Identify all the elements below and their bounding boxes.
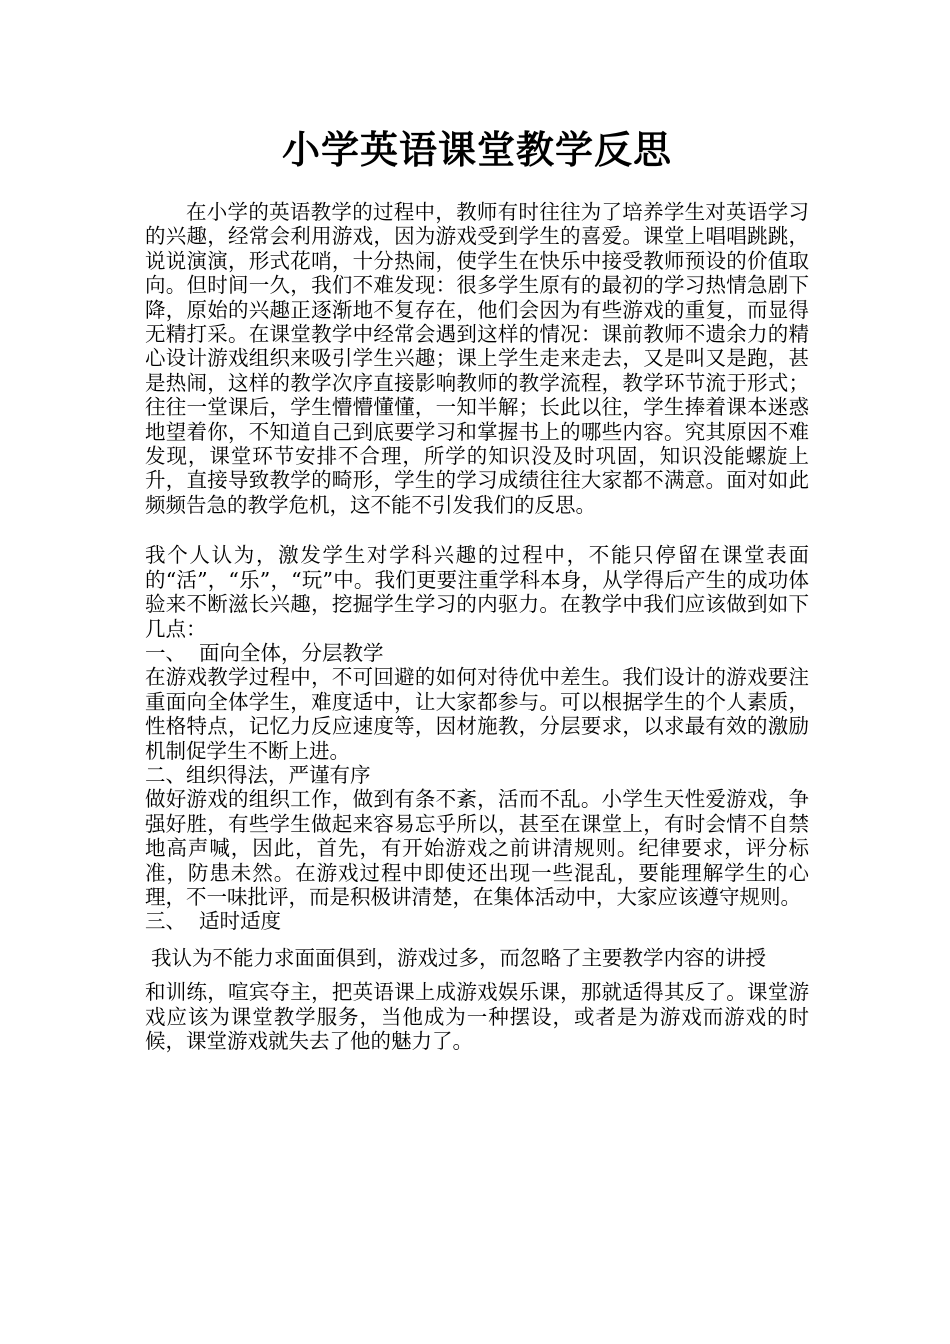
section-heading-text: 组织得法，严谨有序 [186, 762, 371, 787]
section-2 [145, 763, 809, 909]
section-body: 和训练，喧宾夺主，把英语课上成游戏娱乐课，那就适得其反了。课堂游戏应该为课堂教学服务，当他成为一种摆设，或者是为游戏而游戏的时候，课堂游戏就失去了他的魅力了。 [145, 980, 809, 1053]
document-title: 小学英语课堂教学反思 [281, 128, 672, 172]
section-heading [145, 763, 809, 787]
section-body: 做好游戏的组织工作，做到有条不紊，活而不乱。小学生天性爱游戏，争强好胜，有些学生做起来容易忘乎所以，甚至在课堂上，有时会情不自禁地高声喊，因此，首先，有开始游戏之前讲清规则。纪律要求，评分标准，防患未然。在游戏过程中即使还出现一些混乱，要能理解学生的心理，不一味批评，而是积极讲清楚，在集体活动中，大家应该遵守规则。 [145, 787, 809, 909]
section-1 [145, 641, 809, 763]
document-page [145, 122, 809, 1053]
section-number: 一、 [145, 640, 186, 665]
intro-paragraph: 在小学的英语教学的过程中，教师有时往往为了培养学生对英语学习的兴趣，经常会利用游戏，因为游戏受到学生的喜爱。课堂上唱唱跳跳，说说演演，形式花哨，十分热闹，使学生在快乐中接受教师预设的价值取向。但时间一久，我们不难发现：很多学生原有的最初的学习热情急剧下降，原始的兴趣正逐渐地不复存在，他们会因为有些游戏的重复，而显得无精打采。在课堂教学中经常会遇到这样的情况：课前教师不遗余力的精心设计游戏组织来吸引学生兴趣；课上学生走来走去，又是叫又是跑，甚是热闹，这样的教学次序直接影响教师的教学流程，教学环节流于形式；往往一堂课后，学生懵懵懂懂，一知半解；长此以往，学生捧着课本迷惑地望着你，不知道自己到底要学习和掌握书上的哪些内容。究其原因不难发现，课堂环节安排不合理，所学的知识没及时巩固，知识没能螺旋上升，直接导致教学的畸形，学生的学习成绩往往大家都不满意。面对如此频频告急的教学危机，这不能不引发我们的反思。 [145, 200, 809, 517]
section-number: 二、 [145, 762, 186, 787]
section-number: 三、 [145, 909, 186, 934]
section-body: 在游戏教学过程中，不可回避的如何对待优中差生。我们设计的游戏要注重面向全体学生，难度适中，让大家都参与。可以根据学生的个人素质，性格特点，记忆力反应速度等，因材施教，分层要求，以求最有效的激励机制促学生不断上进。 [145, 665, 809, 763]
section-heading-text: 面向全体，分层教学 [199, 640, 384, 665]
section-3 [145, 909, 809, 1053]
section-heading-text: 适时适度 [199, 909, 281, 934]
opinion-paragraph: 我个人认为，激发学生对学科兴趣的过程中，不能只停留在课堂表面的“活”，“乐”，“玩”中。我们更要注重学科本身，从学得后产生的成功体验来不断滋长兴趣，挖掘学生学习的内驱力。在教学中我们应该做到如下几点： [145, 543, 809, 641]
section-heading [145, 641, 809, 665]
section-body-first-line: 我认为不能力求面面俱到，游戏过多，而忽略了主要教学内容的讲授 [151, 945, 766, 970]
section-heading [145, 909, 809, 933]
